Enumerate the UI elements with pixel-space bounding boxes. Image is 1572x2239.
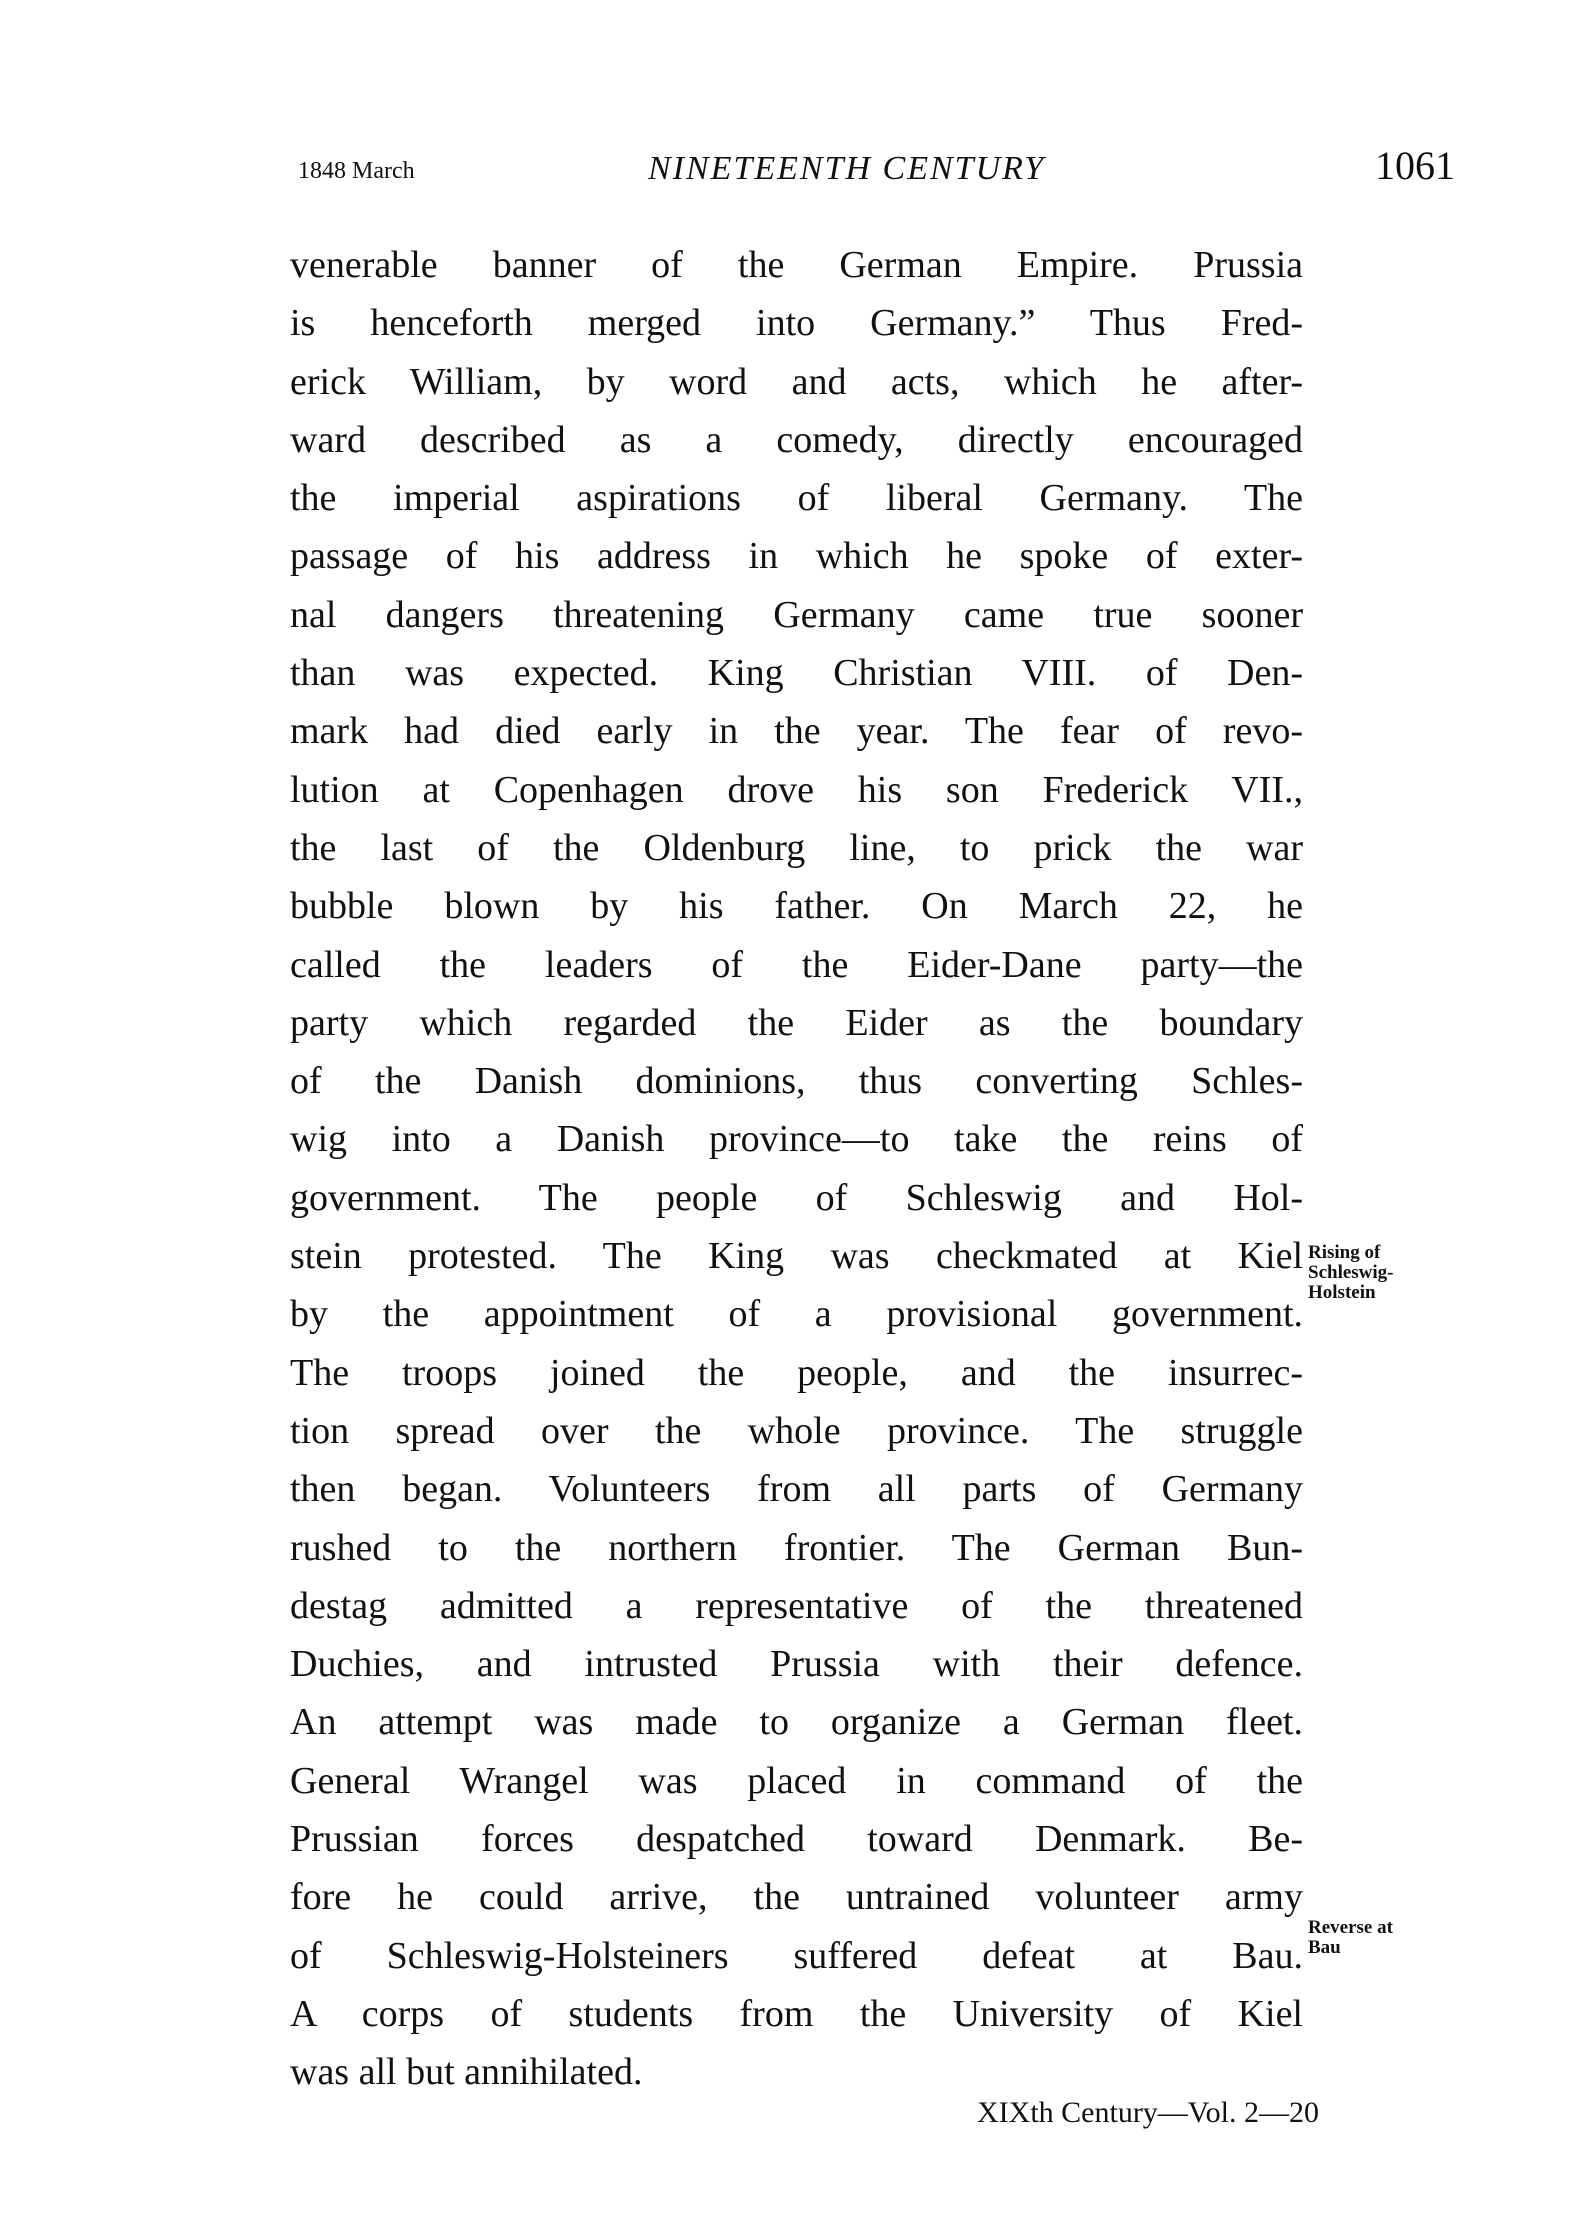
text-line: the imperial aspirations of liberal Germany. The [290, 477, 1303, 520]
text-line: lution at Copenhagen drove his son Frederick VII., [290, 768, 1303, 811]
text-line: by the appointment of a provisional government. [290, 1293, 1303, 1336]
text-line: then began. Volunteers from all parts of Germany [290, 1468, 1303, 1511]
text-line: tion spread over the whole province. The struggle [290, 1409, 1303, 1452]
signature-footer: XIXth Century—Vol. 2—20 [977, 2096, 1319, 2129]
body-text [290, 236, 1303, 2102]
text-line: An attempt was made to organize a German fleet. [290, 1701, 1303, 1744]
text-line: passage of his address in which he spoke of exter- [290, 535, 1303, 578]
text-line: rushed to the northern frontier. The German Bun- [290, 1526, 1303, 1569]
text-line: government. The people of Schleswig and Hol- [290, 1176, 1303, 1219]
running-head-title: NINETEENTH CENTURY [648, 150, 1046, 187]
text-line: destag admitted a representative of the threatened [290, 1584, 1303, 1627]
text-line: General Wrangel was placed in command of the [290, 1759, 1303, 1802]
margin-note-reverse [1308, 1918, 1393, 1958]
text-line: stein protested. The King was checkmated at Kiel [290, 1235, 1303, 1278]
text-line: erick William, by word and acts, which he after- [290, 360, 1303, 403]
text-line: The troops joined the people, and the insurrec- [290, 1351, 1303, 1394]
text-line: than was expected. King Christian VIII. of Den- [290, 652, 1303, 695]
margin-note-line: Schleswig- [1308, 1262, 1394, 1283]
margin-note-rising [1308, 1243, 1394, 1303]
text-line: of the Danish dominions, thus converting Schles- [290, 1060, 1303, 1103]
text-line: nal dangers threatening Germany came true sooner [290, 593, 1303, 636]
text-line: of Schleswig-Holsteiners suffered defeat at Bau. [290, 1934, 1303, 1977]
text-line: ward described as a comedy, directly encouraged [290, 418, 1303, 461]
text-line: is henceforth merged into Germany.” Thus Fred- [290, 302, 1303, 345]
text-line: Prussian forces despatched toward Denmark. Be- [290, 1818, 1303, 1861]
text-line: was all but annihilated. [290, 2051, 643, 2094]
text-line: wig into a Danish province—to take the reins of [290, 1118, 1303, 1161]
text-line: the last of the Oldenburg line, to prick the war [290, 826, 1303, 869]
margin-note-line: Bau [1308, 1937, 1341, 1958]
text-line: mark had died early in the year. The fear of revo- [290, 710, 1303, 753]
margin-note-line: Holstein [1308, 1282, 1376, 1303]
running-head-date: 1848 March [298, 158, 415, 184]
text-line: party which regarded the Eider as the boundary [290, 1001, 1303, 1044]
page-number: 1061 [1375, 143, 1455, 188]
margin-note-line: Rising of [1308, 1242, 1381, 1263]
text-line: bubble blown by his father. On March 22, he [290, 885, 1303, 928]
text-line: called the leaders of the Eider-Dane party—the [290, 943, 1303, 986]
text-line: venerable banner of the German Empire. Prussia [290, 244, 1303, 286]
text-line: fore he could arrive, the untrained volunteer army [290, 1876, 1303, 1919]
margin-note-line: Reverse at [1308, 1917, 1393, 1938]
text-line: A corps of students from the University of Kiel [290, 1992, 1303, 2035]
text-line: Duchies, and intrusted Prussia with their defence. [290, 1643, 1303, 1686]
